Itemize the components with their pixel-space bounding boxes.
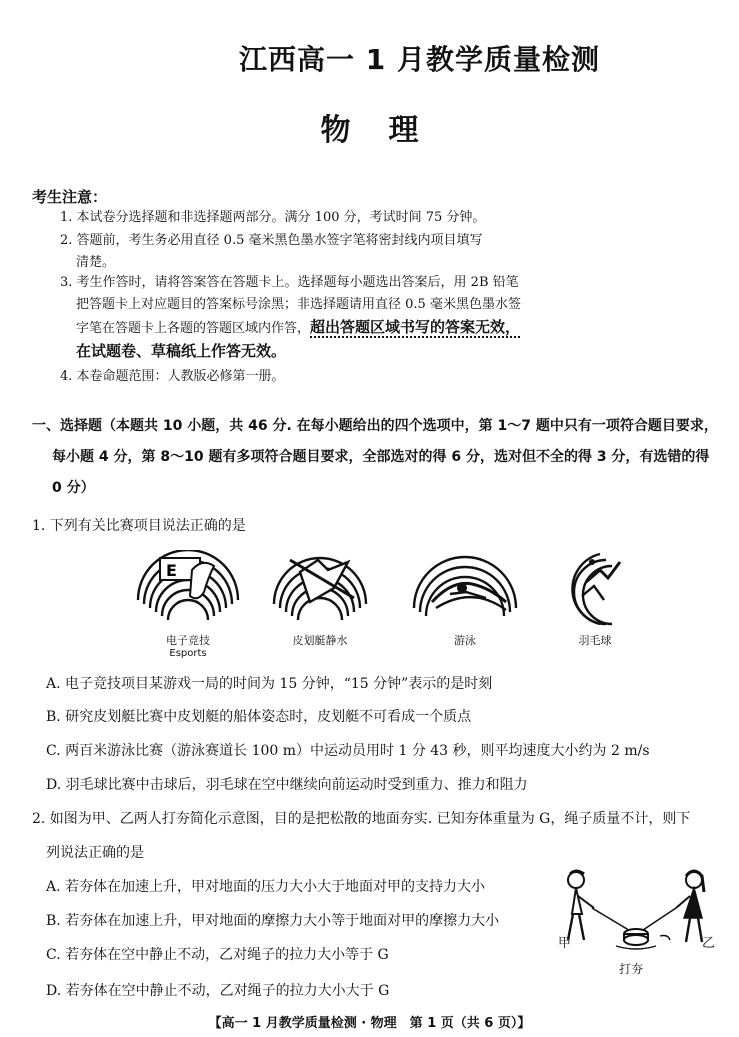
question-1-option-a: A. 电子竞技项目某游戏一局的时间为 15 分钟，“15 分钟”表示的是时刻 — [46, 676, 493, 692]
kayak-figure — [270, 550, 370, 650]
badminton-label: 羽毛球 — [578, 634, 612, 647]
swim-illustration — [410, 550, 520, 628]
notice-emphasis-1: 超出答题区域书写的答案无效， — [310, 318, 521, 336]
section-heading-line-1: 一、选择题（本题共 10 小题，共 46 分. 在每小题给出的四个选项中，第 1～7 题中只有一项符合题目要求， — [32, 418, 718, 434]
swim-label: 游泳 — [454, 634, 476, 647]
notice-item-3-line-3-a: 字笔在答题卡上各题的答题区域内作答， — [76, 321, 311, 336]
page-footer: 【高一 1 月教学质量检测 · 物理 第 1 页（共 6 页）】 — [208, 1016, 531, 1031]
question-1-option-d: D. 羽毛球比赛中击球后，羽毛球在空中继续向前运动时受到重力、推力和阻力 — [46, 777, 528, 793]
question-1-option-b: B. 研究皮划艇比赛中皮划艇的船体姿态时，皮划艇不可看成一个质点 — [46, 709, 472, 725]
tamping-caption: 打夯 — [618, 962, 643, 976]
question-2-option-d: D. 若夯体在空中静止不动，乙对绳子的拉力大小大于 G — [46, 983, 390, 999]
notice-emphasis-2: 在试题卷、草稿纸上作答无效。 — [76, 342, 287, 360]
tamping-left-label: 甲 — [558, 936, 572, 951]
question-2-option-c: C. 若夯体在空中静止不动，乙对绳子的拉力大小等于 G — [46, 947, 389, 963]
question-1-option-c: C. 两百米游泳比赛（游泳赛道长 100 m）中运动员用时 1 分 43 秒，则平均速度大小约为 2 m/s — [46, 743, 650, 759]
tamping-figure — [556, 868, 716, 978]
tamping-illustration — [556, 868, 716, 952]
question-1-stem: 1. 下列有关比赛项目说法正确的是 — [32, 518, 246, 534]
esports-label: 电子竞技 — [166, 634, 210, 647]
notice-item-3-line-3 — [76, 316, 520, 340]
notice-item-1: 1. 本试卷分选择题和非选择题两部分。满分 100 分，考试时间 75 分钟。 — [60, 210, 486, 225]
notice-item-2-line-2: 清楚。 — [76, 255, 116, 270]
tamping-right-label: 乙 — [702, 936, 716, 951]
notice-item-3-line-2: 把答题卡上对应题目的答案标号涂黑；非选择题请用直径 0.5 毫米黑色墨水签 — [76, 297, 521, 312]
question-2-option-a: A. 若夯体在加速上升，甲对地面的压力大小大于地面对甲的支持力大小 — [46, 879, 486, 895]
page-title: 江西高一 1 月教学质量检测 — [239, 43, 600, 76]
notice-item-2-line-1: 2. 答题前，考生务必用直径 0.5 毫米黑色墨水签字笔将密封线内项目填写 — [60, 233, 483, 248]
notice-item-4: 4. 本卷命题范围：人教版必修第一册。 — [60, 369, 285, 384]
section-heading-line-2: 每小题 4 分，第 8～10 题有多项符合题目要求，全部选对的得 6 分，选对但不全的得 3 分，有选错的得 — [52, 449, 710, 465]
question-2-stem-line-2: 列说法正确的是 — [46, 845, 144, 861]
badminton-illustration — [560, 548, 630, 628]
question-2-option-b: B. 若夯体在加速上升，甲对地面的摩擦力大小等于地面对甲的摩擦力大小 — [46, 913, 500, 929]
notice-item-3-line-1: 3. 考生作答时，请将答案答在答题卡上。选择题每小题选出答案后，用 2B 铅笔 — [60, 275, 519, 290]
notice-heading: 考生注意： — [32, 188, 108, 206]
badminton-figure — [560, 548, 630, 650]
esports-sublabel: Esports — [169, 648, 207, 659]
section-heading-line-3: 0 分） — [52, 480, 95, 496]
kayak-illustration — [270, 550, 370, 628]
esports-illustration — [132, 550, 244, 628]
kayak-label: 皮划艇静水 — [292, 634, 348, 647]
swim-figure — [410, 550, 520, 650]
esports-badge-letter: E — [166, 561, 177, 580]
subject-title: 物理 — [320, 113, 457, 148]
question-2-stem-line-1: 2. 如图为甲、乙两人打夯简化示意图，目的是把松散的地面夯实. 已知夯体重量为 G，绳子质量不计，则下 — [32, 811, 691, 827]
esports-figure — [132, 550, 244, 659]
